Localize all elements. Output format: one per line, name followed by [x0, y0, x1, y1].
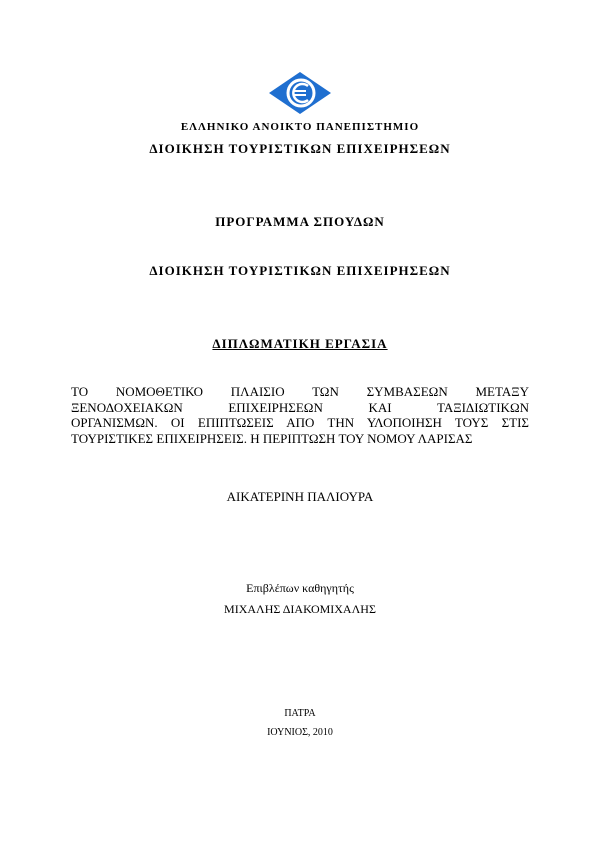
author-name: ΑΙΚΑΤΕΡΙΝΗ ΠΑΛΙΟΥΡΑ	[226, 489, 374, 504]
city: ΠΑΤΡΑ	[284, 708, 316, 719]
university-logo-icon	[268, 71, 332, 115]
university-name: ΕΛΛΗΝΙΚΟ ΑΝΟΙΚΤΟ ΠΑΝΕΠΙΣΤΗΜΙΟ	[180, 121, 420, 133]
thesis-title	[71, 384, 529, 446]
thesis-type: ΔΙΠΛΩΜΑΤΙΚΗ ΕΡΓΑΣΙΑ	[212, 336, 388, 351]
department-name: ΔΙΟΙΚΗΣΗ ΤΟΥΡΙΣΤΙΚΩΝ ΕΠΙΧΕΙΡΗΣΕΩΝ	[149, 141, 451, 156]
supervisor-name: ΜΙΧΑΛΗΣ ΔΙΑΚΟΜΙΧΑΛΗΣ	[224, 602, 376, 616]
thesis-title-line: ΟΡΓΑΝΙΣΜΩΝ. ΟΙ ΕΠΙΠΤΩΣΕΙΣ ΑΠΟ ΤΗΝ ΥΛΟΠΟΙΗΣΗ ΤΟΥΣ ΣΤΙΣ	[71, 415, 529, 430]
program-label: ΠΡΟΓΡΑΜΜΑ ΣΠΟΥΔΩΝ	[215, 214, 385, 229]
thesis-title-line: ΤΟ ΝΟΜΟΘΕΤΙΚΟ ΠΛΑΙΣΙΟ ΤΩΝ ΣΥΜΒΑΣΕΩΝ ΜΕΤΑΞΥ	[71, 384, 529, 399]
date: ΙΟΥΝΙΟΣ, 2010	[267, 727, 333, 738]
program-name: ΔΙΟΙΚΗΣΗ ΤΟΥΡΙΣΤΙΚΩΝ ΕΠΙΧΕΙΡΗΣΕΩΝ	[149, 263, 451, 278]
thesis-title-line: ΞΕΝΟΔΟΧΕΙΑΚΩΝ ΕΠΙΧΕΙΡΗΣΕΩΝ ΚΑΙ ΤΑΞΙΔΙΩΤΙΚΩΝ	[71, 399, 529, 415]
supervisor-label: Επιβλέπων καθηγητής	[246, 581, 354, 595]
thesis-title-line: ΤΟΥΡΙΣΤΙΚΕΣ ΕΠΙΧΕΙΡΗΣΕΙΣ. Η ΠΕΡΙΠΤΩΣΗ ΤΟΥ ΝΟΜΟΥ ΛΑΡΙΣΑΣ	[71, 430, 473, 446]
